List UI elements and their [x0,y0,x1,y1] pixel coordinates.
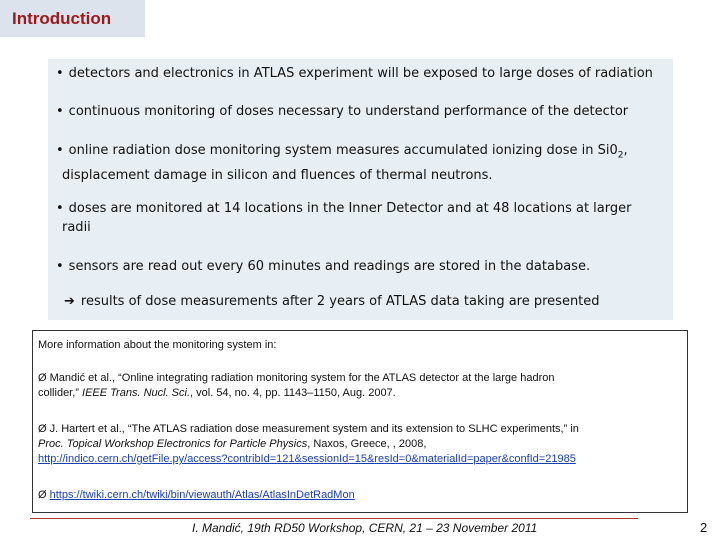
reference-1 [38,371,681,401]
bullet-5-text: sensors are read out every 60 minutes and readings are stored in the database. [68,259,591,274]
page-title: Introduction [12,9,112,28]
bullet-marker: • [56,201,64,216]
bullet-3-subscript: 2 [617,150,624,161]
conclusion-text: results of dose measurements after 2 years of ATLAS data taking are presented [80,294,600,309]
reference-1-line2-post: , vol. 54, no. 4, pp. 1143–1150, Aug. 2007. [190,387,396,399]
reference-2-link[interactable]: http://indico.cern.ch/getFile.py/access?contribId=121&sessionId=15&resId=0&materialId=paper&confId=21985 [38,453,576,465]
reference-2-line2-post: , Naxos, Greece, , 2008, [307,438,427,450]
reference-2-venue: Proc. Topical Workshop Electronics for Particle Physics [38,438,308,450]
footer-divider [30,518,638,519]
ref-marker-icon: Ø [38,423,47,435]
bullet-2 [56,102,628,121]
references-heading: More information about the monitoring system in: [38,339,277,351]
bullet-3 [56,141,628,185]
bullet-2-text: continuous monitoring of doses necessary to understand performance of the detector [68,104,629,119]
page-number: 2 [700,520,708,535]
conclusion [64,294,600,309]
bullet-marker: • [56,104,64,119]
bullet-marker: • [56,143,64,158]
reference-1-line1: Mandić et al., “Online integrating radiation monitoring system for the ATLAS detector at the large hadron [49,372,555,384]
reference-2-line1: J. Hartert et al., “The ATLAS radiation dose measurement system and its extension to SLHC experiments,” in [49,423,579,435]
bullet-5 [56,257,590,276]
footer-text: I. Mandić, 19th RD50 Workshop, CERN, 21 – 23 November 2011 [192,521,538,535]
bullet-3-text-line2: displacement damage in silicon and fluences of thermal neutrons. [62,167,493,183]
reference-1-journal: IEEE Trans. Nucl. Sci. [82,387,191,399]
bullet-1-text: detectors and electronics in ATLAS experiment will be exposed to large doses of radiation [68,66,653,81]
bullet-marker: • [56,259,64,274]
reference-1-line2-pre: collider,” [38,387,83,399]
reference-3-link[interactable]: https://twiki.cern.ch/twiki/bin/viewauth/Atlas/AtlasInDetRadMon [49,489,355,501]
bullet-3-comma: , [623,143,628,158]
ref-marker-icon: Ø [38,489,47,501]
title-tab [0,0,145,37]
bullet-box [48,59,673,320]
bullet-1 [56,64,653,83]
references-box [32,330,688,513]
bullet-4-text-line2: radii [62,220,91,235]
reference-3 [38,488,681,503]
bullet-marker: • [56,66,64,81]
reference-2 [38,422,681,467]
ref-marker-icon: Ø [38,372,47,384]
bullet-4 [56,199,631,237]
arrow-right-icon: ➔ [64,294,75,309]
bullet-3-text-line1: online radiation dose monitoring system measures accumulated ionizing dose in Si0 [68,143,618,158]
bullet-4-text-line1: doses are monitored at 14 locations in the Inner Detector and at 48 locations at larger [68,201,632,216]
